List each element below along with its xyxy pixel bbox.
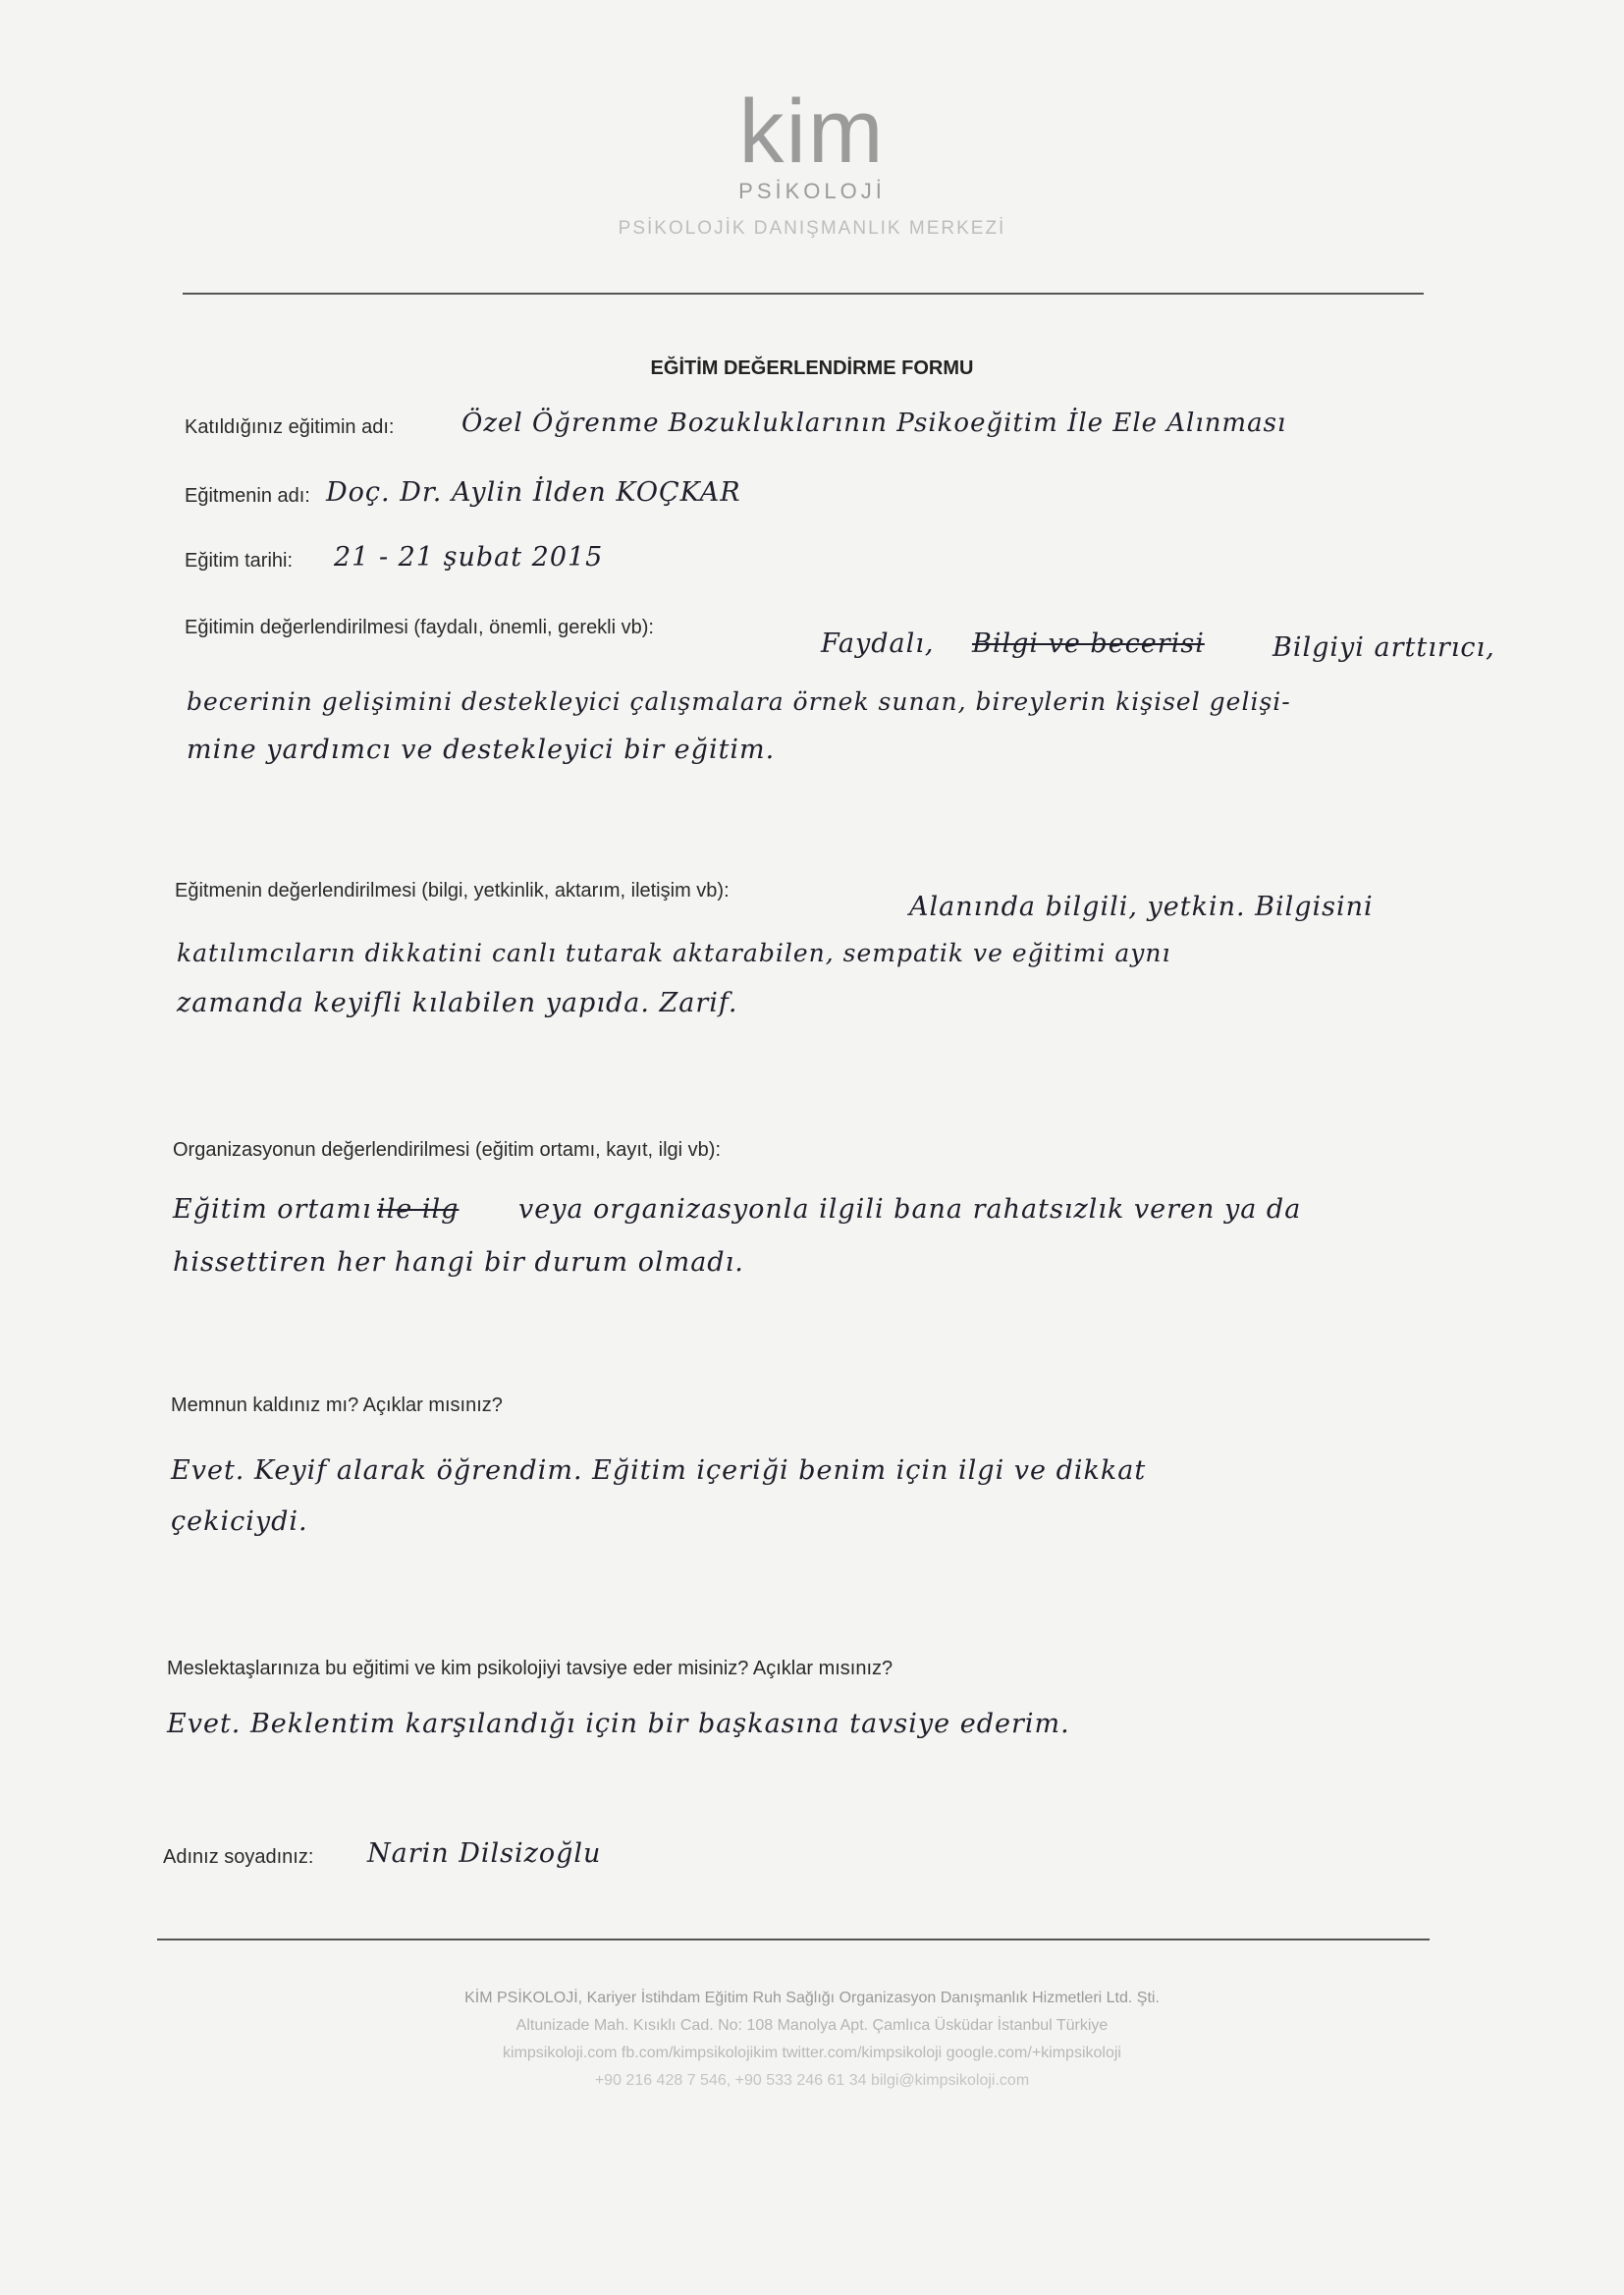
- logo: [0, 82, 1624, 240]
- evaluation-line-struck[interactable]: Bilgi ve becerisi: [972, 628, 1205, 659]
- organization-line-struck[interactable]: ile ilg: [377, 1194, 460, 1225]
- trainer-name-value[interactable]: Doç. Dr. Aylin İlden KOÇKAR: [326, 477, 741, 508]
- training-name-label: Katıldığınız eğitimin adı:: [185, 416, 395, 438]
- evaluation-label: Eğitimin değerlendirilmesi (faydalı, önemli, gerekli vb):: [185, 617, 654, 638]
- logo-mark: kim: [738, 82, 886, 182]
- evaluation-line[interactable]: Faydalı,: [821, 628, 935, 659]
- logo-tagline: PSİKOLOJİK DANIŞMANLIK MERKEZİ: [618, 218, 1006, 239]
- trainer-eval-line[interactable]: katılımcıların dikkatini canlı tutarak aktarabilen, sempatik ve eğitimi aynı: [177, 939, 1171, 967]
- form-title: EĞİTİM DEĞERLENDİRME FORMU: [650, 357, 974, 379]
- satisfaction-line[interactable]: çekiciydi.: [171, 1506, 308, 1537]
- evaluation-line[interactable]: becerinin gelişimini destekleyici çalışmalara örnek sunan, bireylerin kişisel gelişi-: [187, 687, 1291, 716]
- organization-label: Organizasyonun değerlendirilmesi (eğitim ortamı, kayıt, ilgi vb):: [173, 1139, 721, 1161]
- evaluation-line[interactable]: Bilgiyi arttırıcı,: [1272, 632, 1495, 663]
- recommend-line[interactable]: Evet. Beklentim karşılandığı için bir başkasına tavsiye ederim.: [167, 1709, 1070, 1739]
- organization-line[interactable]: veya organizasyonla ilgili bana rahatsızlık veren ya da: [518, 1194, 1302, 1225]
- trainer-eval-line[interactable]: Alanında bilgili, yetkin. Bilgisini: [909, 892, 1374, 922]
- date-label: Eğitim tarihi:: [185, 550, 294, 572]
- name-label: Adınız soyadınız:: [163, 1846, 314, 1868]
- name-value[interactable]: Narin Dilsizoğlu: [367, 1838, 602, 1869]
- footer-divider: [157, 1939, 1430, 1940]
- date-value[interactable]: 21 - 21 şubat 2015: [334, 542, 604, 573]
- header-divider: [183, 293, 1424, 295]
- evaluation-line[interactable]: mine yardımcı ve destekleyici bir eğitim.: [187, 735, 776, 765]
- footer-address: Altunizade Mah. Kısıklı Cad. No: 108 Manolya Apt. Çamlıca Üsküdar İstanbul Türkiye: [515, 2017, 1109, 2034]
- trainer-eval-line[interactable]: zamanda keyifli kılabilen yapıda. Zarif.: [177, 988, 738, 1018]
- organization-line[interactable]: hissettiren her hangi bir durum olmadı.: [173, 1247, 744, 1278]
- trainer-name-label: Eğitmenin adı:: [185, 485, 310, 507]
- logo-name: PSİKOLOJİ: [738, 179, 886, 203]
- recommend-label: Meslektaşlarınıza bu eğitimi ve kim psikolojiyi tavsiye eder misiniz? Açıklar mısınız?: [167, 1658, 893, 1679]
- footer-web: kimpsikoloji.com fb.com/kimpsikolojikim twitter.com/kimpsikoloji google.com/+kimpsikoloji: [503, 2045, 1121, 2061]
- satisfaction-line[interactable]: Evet. Keyif alarak öğrendim. Eğitim içeriği benim için ilgi ve dikkat: [171, 1455, 1147, 1486]
- satisfaction-label: Memnun kaldınız mı? Açıklar mısınız?: [171, 1394, 503, 1416]
- training-name-value[interactable]: Özel Öğrenme Bozukluklarının Psikoeğitim İle Ele Alınması: [461, 409, 1287, 438]
- trainer-eval-label: Eğitmenin değerlendirilmesi (bilgi, yetkinlik, aktarım, iletişim vb):: [175, 880, 730, 902]
- organization-line[interactable]: Eğitim ortamı: [173, 1194, 372, 1225]
- footer-contact: +90 216 428 7 546, +90 533 246 61 34 bilgi@kimpsikoloji.com: [594, 2072, 1030, 2089]
- footer-company: KİM PSİKOLOJİ, Kariyer İstihdam Eğitim Ruh Sağlığı Organizasyon Danışmanlık Hizmetleri Ltd. Şti.: [464, 1990, 1160, 2006]
